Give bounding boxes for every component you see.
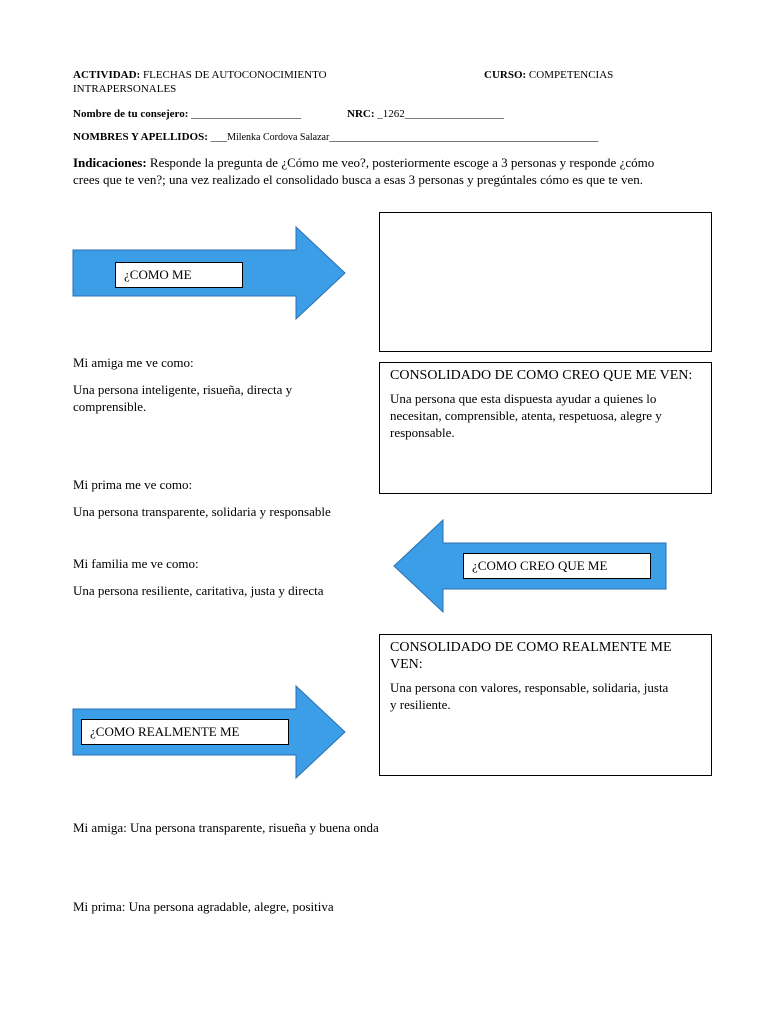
instructions-text-1: Responde la pregunta de ¿Cómo me veo?, posteriormente escoge a 3 personas y responde ¿cómo	[149, 155, 655, 170]
consolidated-real-title-line: VEN:	[390, 657, 423, 672]
consolidated-real-title-line: CONSOLIDADO DE COMO REALMENTE ME	[390, 640, 672, 655]
activity-value: FLECHAS DE AUTOCONOCIMIENTO	[142, 69, 327, 81]
friend-text-line: comprensible.	[73, 399, 147, 414]
names-prefix: ___	[210, 131, 228, 143]
friend-text-line: Una persona inteligente, risueña, directa y	[73, 382, 293, 397]
friend-label: Mi amiga me ve como:	[73, 355, 194, 370]
activity-continuation: INTRAPERSONALES	[73, 83, 177, 95]
names-label: NOMBRES Y APELLIDOS:	[73, 131, 208, 143]
nrc-line	[347, 108, 504, 120]
course-label: CURSO:	[484, 69, 527, 81]
consolidated-real-body	[390, 679, 701, 713]
instructions	[73, 154, 733, 188]
self-view-box[interactable]	[379, 212, 712, 352]
nrc-field[interactable]: _1262__________________	[377, 108, 504, 120]
counselor-label: Nombre de tu consejero:	[73, 108, 189, 120]
consolidated-real-title	[390, 639, 701, 673]
names-suffix: _____________________________________________________________	[329, 132, 598, 143]
counselor-line	[73, 108, 301, 120]
instructions-text-2: crees que te ven?; una vez realizado el consolidado busca a esas 3 personas y pregúntales cómo es que te ven.	[73, 172, 643, 187]
real-cousin-answer: Mi prima: Una persona agradable, alegre, positiva	[73, 899, 334, 914]
names-value[interactable]: Milenka Cordova Salazar	[227, 132, 330, 143]
consolidated-real-line: y resiliente.	[390, 697, 451, 712]
counselor-field[interactable]: ____________________	[191, 108, 302, 120]
family-label: Mi familia me ve como:	[73, 556, 199, 571]
friend-text	[73, 381, 292, 415]
activity-label: ACTIVIDAD:	[73, 69, 141, 81]
arrow-3-label: ¿COMO REALMENTE ME	[81, 719, 289, 745]
course-line	[484, 69, 613, 81]
consolidated-think-title: CONSOLIDADO DE COMO CREO QUE ME VEN:	[390, 368, 693, 383]
consolidated-think-line: responsable.	[390, 425, 455, 440]
consolidated-think-line: necesitan, comprensible, atenta, respetuosa, alegre y	[390, 408, 662, 423]
consolidated-think-line: Una persona que esta dispuesta ayudar a quienes lo	[390, 391, 657, 406]
consolidated-think-box	[379, 362, 712, 494]
arrow-1-label: ¿COMO ME	[115, 262, 243, 288]
real-friend-answer: Mi amiga: Una persona transparente, risueña y buena onda	[73, 820, 379, 835]
arrow-2-label: ¿COMO CREO QUE ME	[463, 553, 651, 579]
family-text: Una persona resiliente, caritativa, justa y directa	[73, 583, 324, 598]
instructions-label: Indicaciones:	[73, 155, 147, 170]
nrc-label: NRC:	[347, 108, 375, 120]
consolidated-think-body	[390, 390, 701, 441]
cousin-text: Una persona transparente, solidaria y responsable	[73, 504, 331, 519]
names-line	[73, 131, 598, 143]
activity-line	[73, 69, 327, 81]
consolidated-real-box	[379, 634, 712, 776]
course-value: COMPETENCIAS	[528, 69, 614, 81]
cousin-label: Mi prima me ve como:	[73, 477, 193, 492]
consolidated-real-line: Una persona con valores, responsable, solidaria, justa	[390, 680, 669, 695]
